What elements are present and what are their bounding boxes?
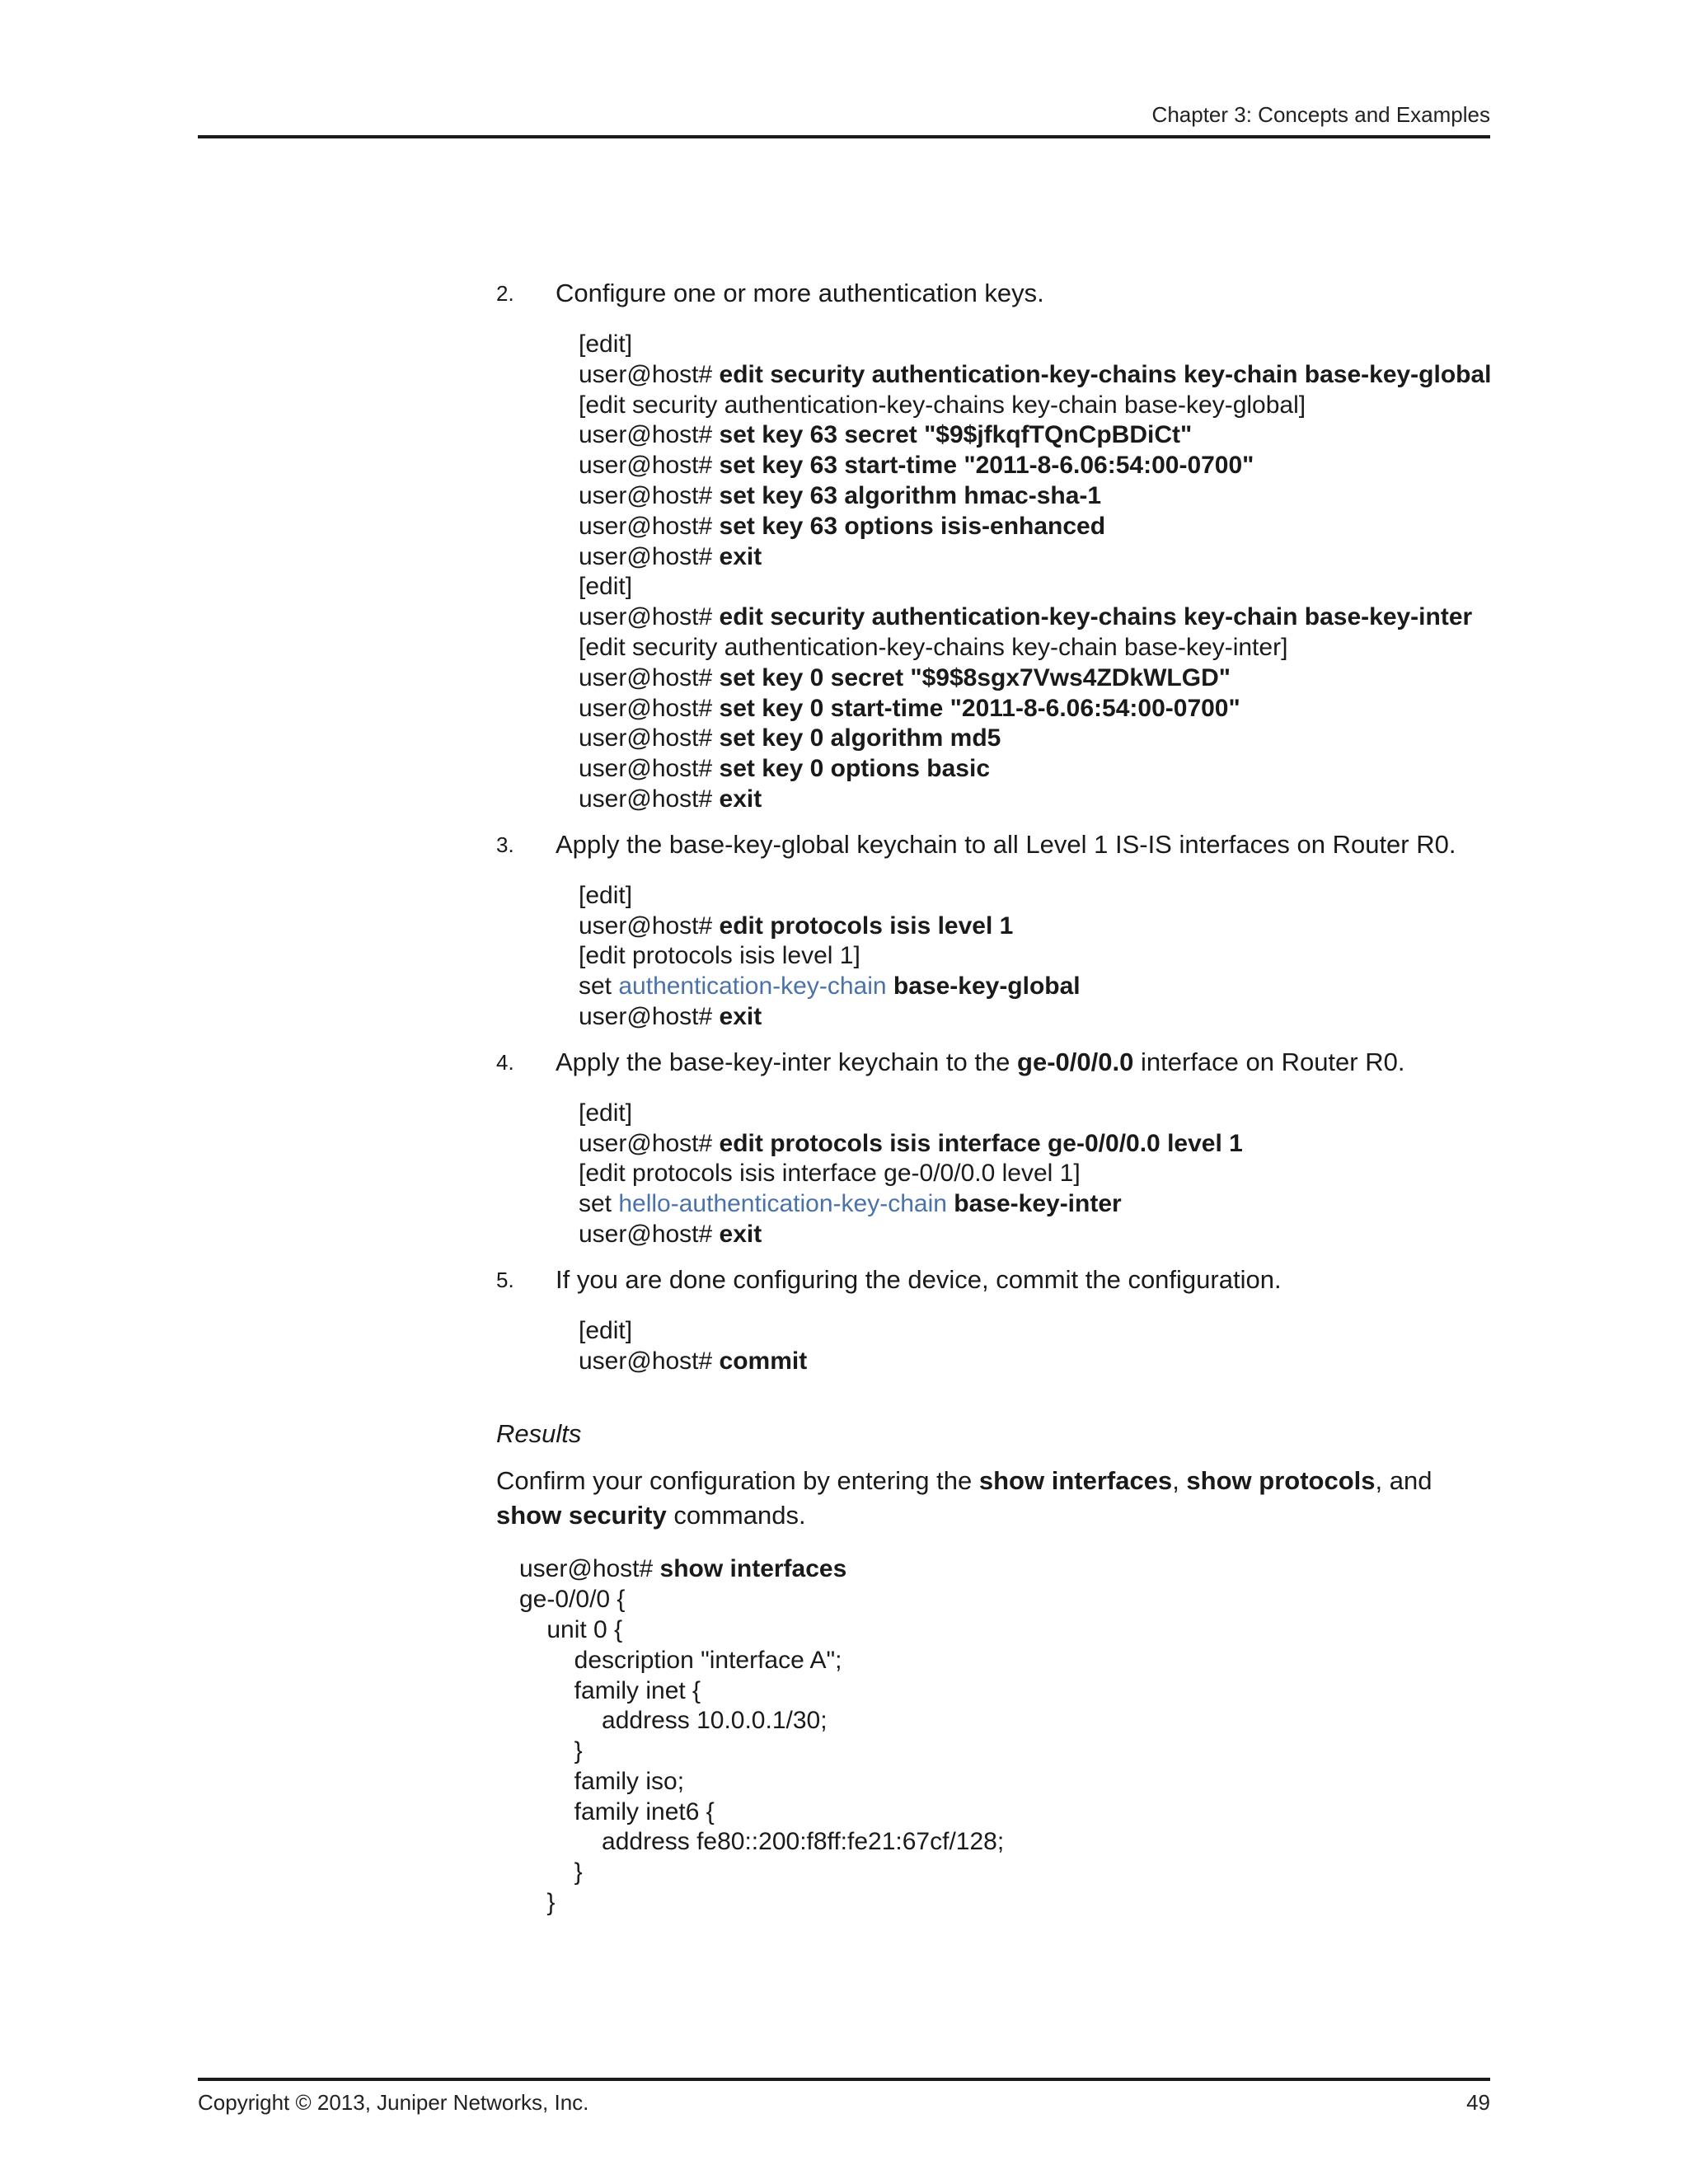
step-3 bbox=[496, 827, 1490, 863]
code-line: [edit security authentication-key-chains key-chain base-key-inter] bbox=[579, 633, 1288, 661]
code-line: user@host# edit security authentication-key-chains key-chain base-key-inter bbox=[579, 603, 1473, 631]
code-block-step-3 bbox=[579, 881, 1490, 1033]
page-number: 49 bbox=[1466, 2090, 1490, 2115]
code-line: user@host# exit bbox=[579, 785, 762, 813]
step-text: Apply the base-key-global keychain to all Level 1 IS-IS interfaces on Router R0. bbox=[556, 829, 1456, 859]
page-footer bbox=[198, 2078, 1490, 2115]
code-line: [edit] bbox=[579, 1099, 633, 1127]
step-2 bbox=[496, 275, 1490, 312]
code-line: } bbox=[519, 1858, 583, 1886]
step-text: If you are done configuring the device, commit the configuration. bbox=[556, 1264, 1282, 1294]
code-line: } bbox=[519, 1737, 583, 1765]
code-line: user@host# set key 63 options isis-enhanced bbox=[579, 512, 1106, 540]
code-line: user@host# exit bbox=[579, 1002, 762, 1030]
code-line: [edit] bbox=[579, 881, 633, 909]
step-number: 3. bbox=[496, 832, 514, 857]
code-line: [edit security authentication-key-chains key-chain base-key-global] bbox=[579, 391, 1306, 419]
code-line: [edit] bbox=[579, 330, 633, 358]
code-line: unit 0 { bbox=[519, 1615, 623, 1643]
step-5 bbox=[496, 1262, 1490, 1298]
interface-name: ge-0/0/0.0 bbox=[1017, 1047, 1134, 1076]
code-line: user@host# set key 63 secret "$9$jfkqfTQnCpBDiCt" bbox=[579, 421, 1193, 449]
code-line: user@host# commit bbox=[579, 1347, 808, 1375]
code-block-step-4 bbox=[579, 1099, 1490, 1250]
code-line: user@host# exit bbox=[579, 542, 762, 570]
results-heading: Results bbox=[496, 1419, 582, 1449]
hello-authentication-key-chain-link[interactable]: hello-authentication-key-chain bbox=[618, 1190, 947, 1218]
page-header bbox=[198, 101, 1490, 138]
code-line: user@host# set key 0 secret "$9$8sgx7Vws4ZDkWLGD" bbox=[579, 663, 1231, 691]
code-line: user@host# edit protocols isis level 1 bbox=[579, 912, 1014, 940]
code-line: family iso; bbox=[519, 1767, 685, 1795]
code-line: user@host# set key 63 algorithm hmac-sha-1 bbox=[579, 481, 1102, 509]
code-line: } bbox=[519, 1889, 556, 1917]
code-line: address 10.0.0.1/30; bbox=[519, 1707, 828, 1735]
code-block-step-2 bbox=[579, 330, 1490, 815]
step-4 bbox=[496, 1044, 1490, 1080]
code-line: family inet { bbox=[519, 1676, 701, 1704]
code-line: ge-0/0/0 { bbox=[519, 1586, 626, 1614]
authentication-key-chain-link[interactable]: authentication-key-chain bbox=[618, 972, 887, 1001]
code-line: description "interface A"; bbox=[519, 1646, 842, 1674]
code-line: set authentication-key-chain base-key-global bbox=[579, 972, 1081, 1001]
step-number: 4. bbox=[496, 1049, 514, 1075]
step-number: 2. bbox=[496, 281, 514, 306]
code-line: set hello-authentication-key-chain base-key-inter bbox=[579, 1190, 1122, 1218]
code-line: [edit protocols isis interface ge-0/0/0.0 level 1] bbox=[579, 1160, 1081, 1188]
code-line: user@host# edit protocols isis interface ge-0/0/0.0 level 1 bbox=[579, 1129, 1243, 1157]
code-line: user@host# set key 0 start-time "2011-8-6.06:54:00-0700" bbox=[579, 694, 1240, 722]
code-line: [edit] bbox=[579, 1316, 633, 1344]
code-line: user@host# set key 0 options basic bbox=[579, 755, 991, 783]
step-text: Apply the base-key-inter keychain to the ge-0/0/0.0 interface on Router R0. bbox=[556, 1047, 1405, 1076]
step-number: 5. bbox=[496, 1267, 514, 1292]
chapter-title: Chapter 3: Concepts and Examples bbox=[1151, 102, 1490, 127]
code-block-step-5 bbox=[579, 1316, 1490, 1377]
copyright-text: Copyright © 2013, Juniper Networks, Inc. bbox=[198, 2090, 589, 2115]
code-line: user@host# set key 0 algorithm md5 bbox=[579, 724, 1001, 752]
code-line: address fe80::200:f8ff:fe21:67cf/128; bbox=[519, 1828, 1005, 1856]
code-line: user@host# edit security authentication-key-chains key-chain base-key-global bbox=[579, 360, 1492, 388]
code-line: user@host# show interfaces bbox=[519, 1555, 847, 1583]
code-line: user@host# set key 63 start-time "2011-8-6.06:54:00-0700" bbox=[579, 452, 1254, 480]
code-line: user@host# exit bbox=[579, 1220, 762, 1248]
page-content bbox=[496, 275, 1490, 1919]
code-line: [edit protocols isis level 1] bbox=[579, 942, 860, 970]
results-code-block bbox=[519, 1554, 1490, 1919]
code-line: family inet6 { bbox=[519, 1797, 715, 1825]
code-line: [edit] bbox=[579, 573, 633, 601]
step-text: Configure one or more authentication keys. bbox=[556, 279, 1044, 307]
results-paragraph: Confirm your configuration by entering the show interfaces, show protocols, and show security commands. bbox=[496, 1466, 1432, 1530]
